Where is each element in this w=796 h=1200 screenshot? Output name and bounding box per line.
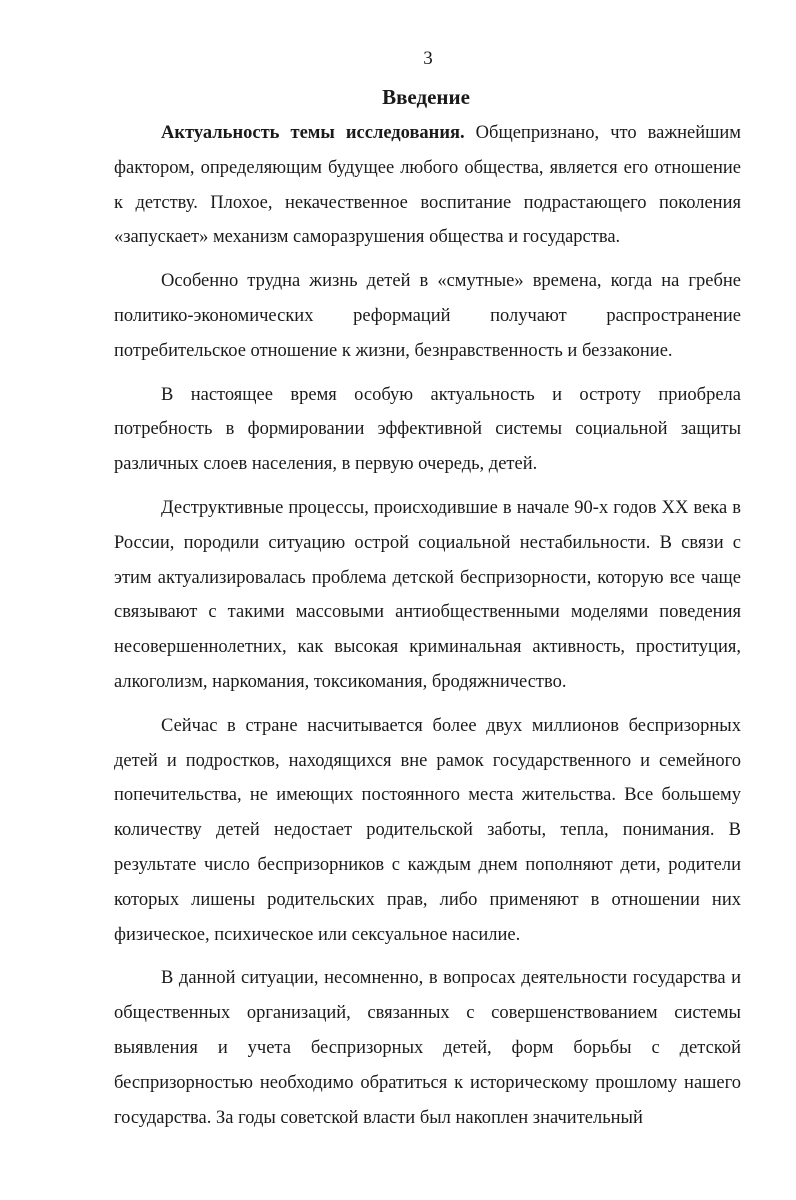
paragraph-historical-experience: В данной ситуации, несомненно, в вопросах деятельности государства и общественных организаций, связанных с совершенствованием системы выявления и учета беспризорных детей, форм борьбы с детской беспризорностью необходимо обратиться к историческому прошлому нашего государства. За годы советской власти был накоплен значительный (114, 968, 741, 1128)
paragraph-text: Общепризнано, что важнейшим фактором, определяющим будущее любого общества, является его отношение к детству. Плохое, некачественное воспитание подрастающего поколения «запускает» механизм саморазрушения общества и государства. (114, 123, 741, 248)
document-body (114, 116, 741, 1135)
paragraph-social-protection: В настоящее время особую актуальность и остроту приобрела потребность в формировании эффективной системы социальной защиты различных слоев населения, в первую очередь, детей. (114, 384, 741, 475)
page-number: 3 (423, 48, 433, 69)
paragraph-relevance (114, 116, 741, 255)
paragraph-homeless-children: Сейчас в стране насчитывается более двух миллионов беспризорных детей и подростков, находящихся вне рамок государственного и семейного попечительства, не имеющих постоянного места жительства. Все большему количеству детей недостает родительской заботы, тепла, понимания. В результате число беспризорников с каждым днем пополняют дети, родители которых лишены родительских прав, либо применяют в отношении них физическое, психическое или сексуальное насилие. (114, 715, 741, 945)
page-title: Введение (382, 85, 470, 109)
paragraph-troubled-times: Особенно трудна жизнь детей в «смутные» времена, когда на гребне политико-экономических реформаций получают распространение потребительское отношение к жизни, безнравственность и беззаконие. (114, 271, 741, 361)
paragraph-lead: Актуальность темы исследования. (161, 123, 465, 143)
paragraph-destructive-processes: Деструктивные процессы, происходившие в начале 90-х годов XX века в России, породили ситуацию острой социальной нестабильности. В связи с этим актуализировалась проблема детской беспризорности, которую все чаще связывают с такими массовыми антиобщественными моделями поведения несовершеннолетних, как высокая криминальная активность, проституция, алкоголизм, наркомания, токсикомания, бродяжничество. (114, 497, 741, 692)
